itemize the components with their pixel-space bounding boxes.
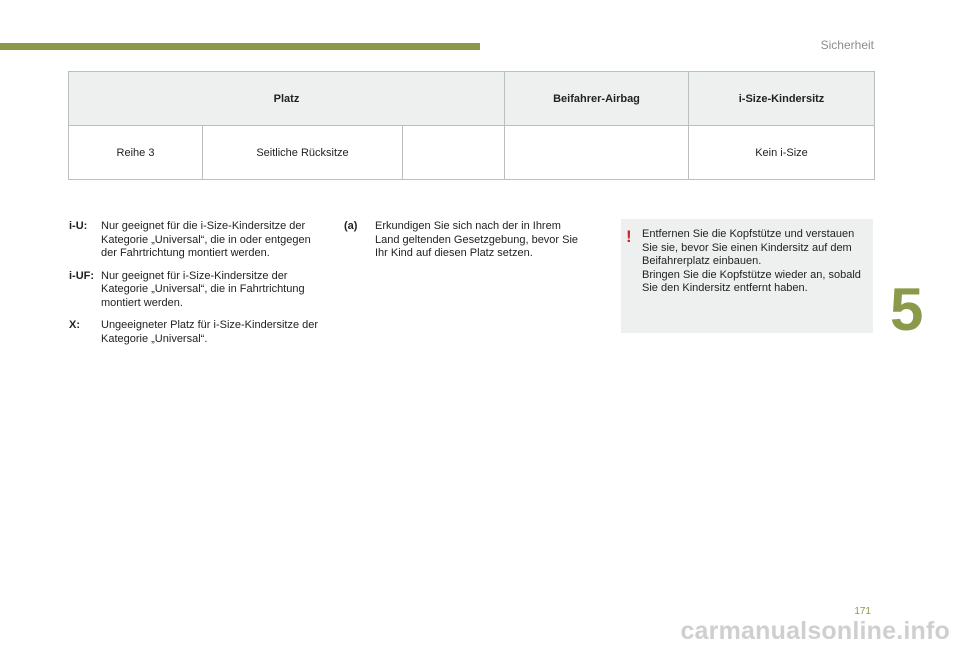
legend-item [69,220,319,261]
cell-reihe: Reihe 3 [69,126,203,180]
warning-text [642,228,870,296]
warning-box [621,219,873,333]
table-header-row [69,72,875,126]
page-number: 171 [854,606,871,617]
table-row [69,126,875,180]
section-title: Sicherheit [820,38,874,52]
watermark: carmanualsonline.info [680,617,950,645]
legend-text: Nur geeignet für die i-Size-Kindersitze der Kategorie „Universal“, die in oder entgegen der Fahrtrichtung montiert werden. [101,220,311,259]
header-platz: Platz [69,72,505,126]
header-i-size-kindersitz: i-Size-Kindersitz [689,72,875,126]
legend-key: i-UF: [69,269,95,282]
legend-key: i-U: [69,220,88,232]
legend-item [69,270,319,311]
legend-item [344,220,584,261]
cell-airbag [505,126,689,180]
warning-icon: ! [626,227,632,246]
cell-i-size: Kein i-Size [689,126,875,180]
cell-position: Seitliche Rücksitze [203,126,403,180]
legend-item [69,319,319,346]
legend-text: Ungeeigneter Platz für i-Size-Kindersitze der Kategorie „Universal“. [101,319,319,345]
cell-empty [403,126,505,180]
legend-text: Nur geeignet für i-Size-Kindersitze der Kategorie „Universal“, die in Fahrtrichtung montiert werden. [101,269,305,309]
legend-text: Erkundigen Sie sich nach der in Ihrem Land geltenden Gesetzgebung, bevor Sie Ihr Kind auf diesen Platz setzen. [375,220,579,259]
seat-compatibility-table [68,71,875,180]
legend-footnote [344,220,584,270]
warning-line: Bringen Sie die Kopfstütze wieder an, sobald Sie den Kindersitz entfernt haben. [642,268,861,294]
chapter-number: 5 [890,276,924,343]
legend-key: (a) [344,220,358,232]
legend-key: X: [69,319,80,331]
legend-left [69,220,319,355]
warning-line: Entfernen Sie die Kopfstütze und verstauen Sie sie, bevor Sie einen Kindersitz auf dem Beifahrerplatz einbauen. [642,228,855,267]
header-beifahrer-airbag: Beifahrer-Airbag [505,72,689,126]
section-accent-bar [0,43,480,50]
